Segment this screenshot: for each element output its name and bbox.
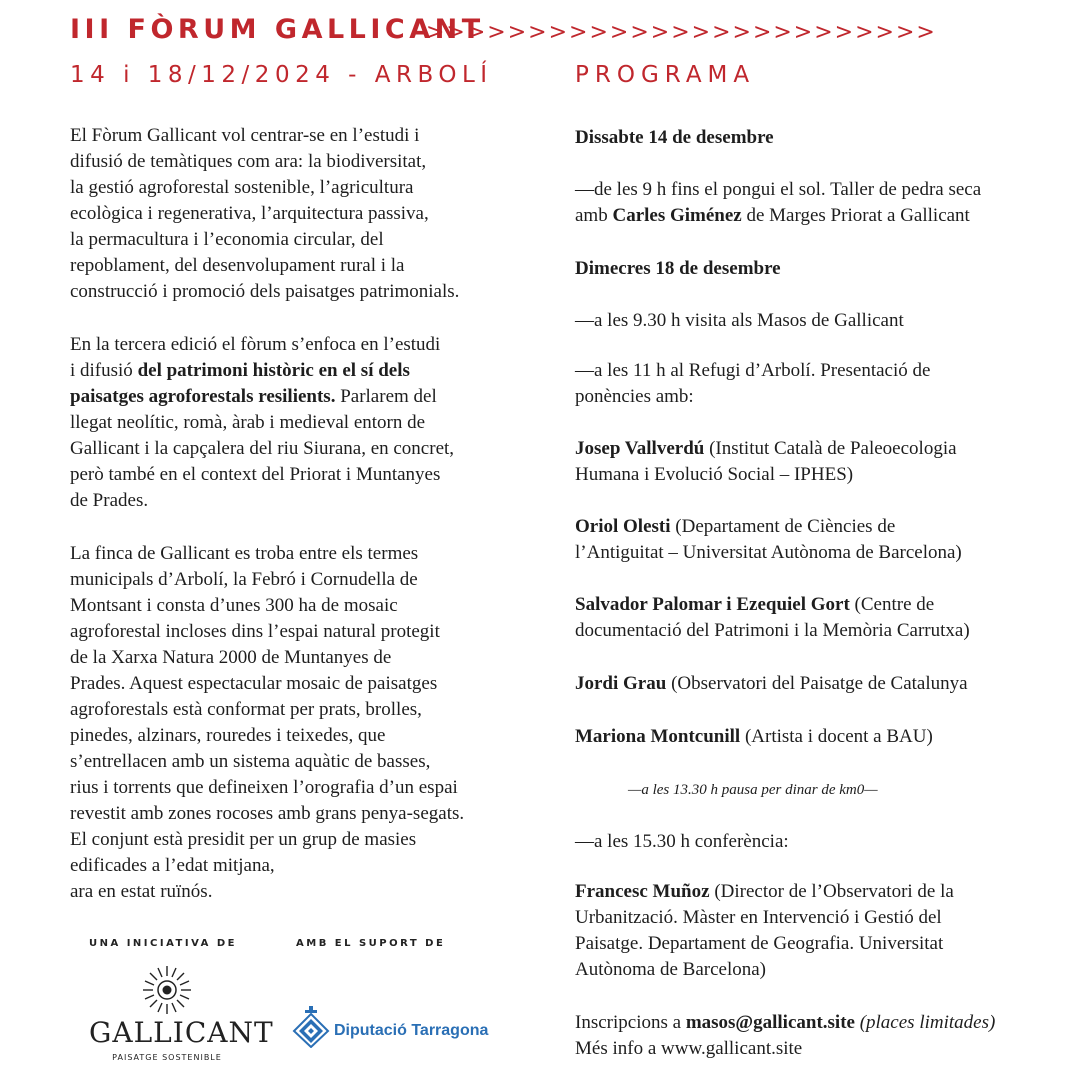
forum-title: III FÒRUM GALLICANT xyxy=(70,14,485,45)
text-run: Parlarem del xyxy=(335,386,437,407)
text-line: llegat neolític, romà, àrab i medieval entorn de xyxy=(70,412,426,433)
speaker-entry xyxy=(575,436,1045,488)
text-line: —a les 11 h al Refugi d’Arbolí. Presentació de xyxy=(575,360,931,381)
intro-paragraph-3 xyxy=(70,541,540,905)
text-line: de la Xarxa Natura 2000 de Muntanyes de xyxy=(70,647,392,668)
text-line: documentació del Patrimoni i la Memòria Carrutxa) xyxy=(575,620,970,641)
text-line: la gestió agroforestal sostenible, l’agricultura xyxy=(70,177,414,198)
text-line: agroforestals està conformat per prats, brolles, xyxy=(70,699,422,720)
text-line: revestit amb zones rocoses amb grans penya-segats. xyxy=(70,803,465,824)
text-line xyxy=(70,358,540,384)
text-line xyxy=(575,1010,1045,1036)
speaker-name: Jordi Grau xyxy=(575,673,667,694)
program-day1-title xyxy=(575,125,1045,151)
text-line: Autònoma de Barcelona) xyxy=(575,959,766,980)
title-arrows: >>>>>>>>>>>>>>>>>>>>>>>>> xyxy=(426,20,937,45)
text-line: El conjunt està presidit per un grup de masies xyxy=(70,829,417,850)
speaker-entry xyxy=(575,879,1045,983)
speaker-entry xyxy=(575,514,1045,566)
speaker-name: Oriol Olesti xyxy=(575,516,671,537)
text-line: agroforestal incloses dins l’espai natural protegit xyxy=(70,621,440,642)
highlight-text: del patrimoni històric en el sí dels xyxy=(137,360,410,381)
text-line xyxy=(575,879,1045,905)
text-line: construcció i promoció dels paisatges patrimonials. xyxy=(70,281,460,302)
speaker-affiliation: (Centre de xyxy=(849,594,935,615)
speaker-affiliation: (Director de l’Observatori de la xyxy=(709,881,954,902)
text-line: Gallicant i la capçalera del riu Siurana, en concret, xyxy=(70,438,455,459)
text-line: ara en estat ruïnós. xyxy=(70,881,213,902)
gallicant-logo xyxy=(89,960,274,1070)
text-run: de Marges Priorat a Gallicant xyxy=(741,205,970,226)
program-heading: PROGRAMA xyxy=(575,62,756,88)
program-day2-title xyxy=(575,256,1045,282)
text-run: i difusió xyxy=(70,360,138,381)
speaker-entry xyxy=(575,724,1045,750)
program-refugi xyxy=(575,358,1045,410)
speaker-affiliation: (Institut Català de Paleoecologia xyxy=(704,438,957,459)
text-line xyxy=(70,384,540,410)
text-line: s’entrellacen amb un sistema aquàtic de basses, xyxy=(70,751,431,772)
diputacio-wordmark: Diputació Tarragona xyxy=(334,1022,489,1039)
highlight-text: paisatges agroforestals resilients. xyxy=(70,386,336,407)
text-line xyxy=(575,436,1045,462)
places-note: (places limitades) xyxy=(854,1012,996,1033)
text-run: amb xyxy=(575,205,613,226)
text-line: Prades. Aquest espectacular mosaic de paisatges xyxy=(70,673,438,694)
day-heading: Dimecres 18 de desembre xyxy=(575,258,781,279)
text-line: de Prades. xyxy=(70,490,149,511)
diputacio-emblem-icon xyxy=(292,1006,330,1048)
gallicant-wordmark: GALLICANT xyxy=(89,1016,274,1049)
text-line xyxy=(575,592,1045,618)
speaker-name: Salvador Palomar i Ezequiel Gort xyxy=(575,594,850,615)
text-line xyxy=(575,671,1045,697)
diputacio-logo xyxy=(292,1006,492,1050)
speaker-name: Josep Vallverdú xyxy=(575,438,705,459)
text-line: Urbanització. Màster en Intervenció i Gestió del xyxy=(575,907,942,928)
speaker-name: Carles Giménez xyxy=(612,205,742,226)
event-dates: 14 i 18/12/2024 - ARBOLÍ xyxy=(70,62,493,88)
text-line: Paisatge. Departament de Geografia. Universitat xyxy=(575,933,944,954)
text-line: difusió de temàtiques com ara: la biodiversitat, xyxy=(70,151,427,172)
text-line xyxy=(575,203,1045,229)
speaker-affiliation: (Departament de Ciències de xyxy=(670,516,896,537)
gallicant-tagline: PAISATGE SOSTENIBLE xyxy=(112,1053,222,1062)
text-line: El Fòrum Gallicant vol centrar-se en l’estudi i xyxy=(70,125,420,146)
speaker-affiliation: (Artista i docent a BAU) xyxy=(740,726,933,747)
program-day1-item xyxy=(575,177,1045,229)
speaker-affiliation: (Observatori del Paisatge de Catalunya xyxy=(666,673,968,694)
registration-email[interactable]: masos@gallicant.site xyxy=(685,1012,855,1033)
text-line: municipals d’Arbolí, la Febró i Cornudella de xyxy=(70,569,418,590)
support-label: AMB EL SUPORT DE xyxy=(296,938,446,949)
intro-paragraph-1 xyxy=(70,123,540,305)
text-run: Inscripcions a xyxy=(575,1012,686,1033)
text-line: En la tercera edició el fòrum s’enfoca en l’estudi xyxy=(70,334,441,355)
text-line: rius i torrents que defineixen l’orografia d’un espai xyxy=(70,777,458,798)
intro-paragraph-2 xyxy=(70,332,540,514)
info-website[interactable]: Més info a www.gallicant.site xyxy=(575,1038,803,1059)
text-line xyxy=(575,514,1045,540)
program-visit: —a les 9.30 h visita als Masos de Gallicant xyxy=(575,310,904,331)
day-heading: Dissabte 14 de desembre xyxy=(575,127,774,148)
sun-emblem-icon xyxy=(141,964,193,1016)
text-line: Montsant i consta d’unes 300 ha de mosaic xyxy=(70,595,398,616)
lunch-break: —a les 13.30 h pausa per dinar de km0— xyxy=(628,782,878,798)
speaker-name: Mariona Montcunill xyxy=(575,726,741,747)
speaker-entry xyxy=(575,592,1045,644)
text-line: ponències amb: xyxy=(575,386,694,407)
speaker-entry xyxy=(575,671,1045,697)
text-line: ecològica i regenerativa, l’arquitectura passiva, xyxy=(70,203,429,224)
text-line: La finca de Gallicant es troba entre els termes xyxy=(70,543,419,564)
text-line: —de les 9 h fins el pongui el sol. Taller de pedra seca xyxy=(575,179,982,200)
text-line: Humana i Evolució Social – IPHES) xyxy=(575,464,854,485)
text-line: l’Antiguitat – Universitat Autònoma de Barcelona) xyxy=(575,542,962,563)
text-line: la permacultura i l’economia circular, del xyxy=(70,229,384,250)
text-line xyxy=(575,724,1045,750)
text-line: edificades a l’edat mitjana, xyxy=(70,855,275,876)
speaker-name: Francesc Muñoz xyxy=(575,881,710,902)
program-conference: —a les 15.30 h conferència: xyxy=(575,831,789,852)
text-line: repoblament, del desenvolupament rural i la xyxy=(70,255,405,276)
registration-info xyxy=(575,1010,1045,1062)
initiative-label: UNA INICIATIVA DE xyxy=(89,938,237,949)
text-line: però també en el context del Priorat i Muntanyes xyxy=(70,464,441,485)
text-line: pinedes, alzinars, rouredes i teixedes, que xyxy=(70,725,386,746)
